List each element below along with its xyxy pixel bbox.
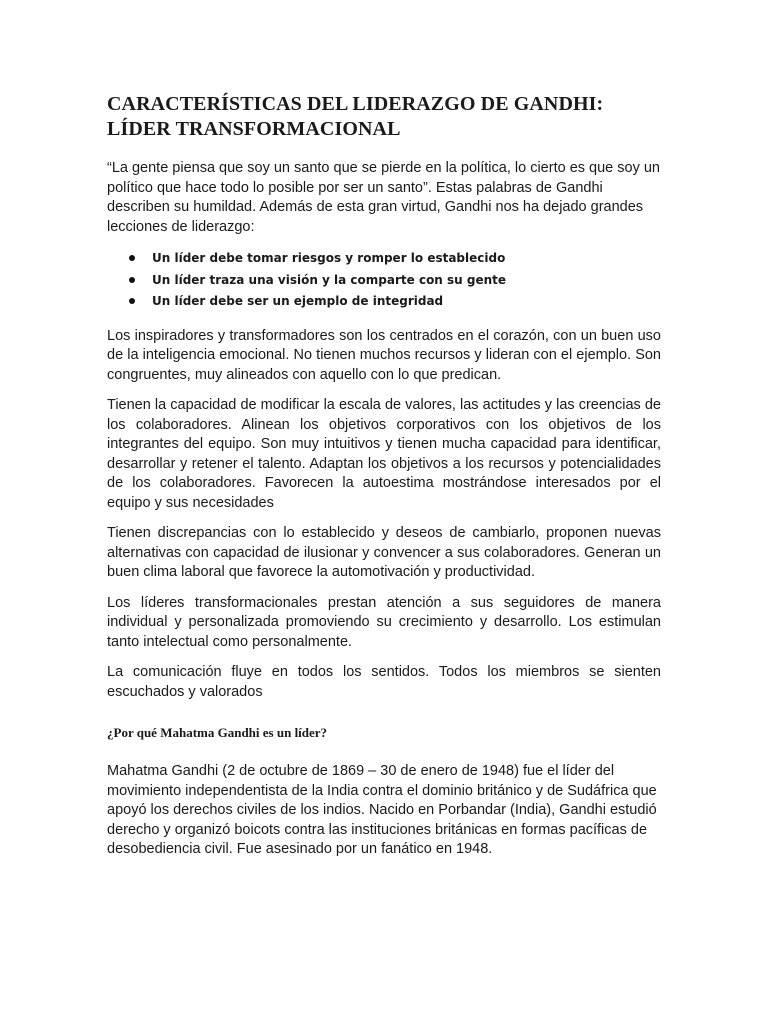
intro-paragraph: “La gente piensa que soy un santo que se pierde en la política, lo cierto es que soy un político que hace todo lo posible por ser un santo”. Estas palabras de Gandhi describen su humildad. Además de esta gran virtud, Gandhi nos ha dejado grandes lecciones de liderazgo: — [107, 160, 660, 235]
section-subheading: ¿Por qué Mahatma Gandhi es un líder? — [107, 725, 328, 740]
bullet-icon — [129, 255, 135, 261]
title-line-1: CARACTERÍSTICAS DEL LIDERAZGO DE GANDHI: — [107, 93, 604, 115]
bullet-icon — [129, 298, 135, 304]
document-page — [107, 92, 661, 871]
body-paragraph-5: La comunicación fluye en todos los sentidos. Todos los miembros se sienten escuchados y valorados — [107, 664, 661, 700]
body-paragraph-1: Los inspiradores y transformadores son los centrados en el corazón, con un buen uso de la inteligencia emocional. No tienen muchos recursos y lideran con el ejemplo. Son congruentes, muy alineados con aquello con lo que predican. — [107, 327, 661, 383]
list-item-text: Un líder debe ser un ejemplo de integridad — [152, 294, 444, 308]
list-item — [107, 291, 661, 313]
leadership-lessons-list — [107, 248, 661, 313]
list-item-text: Un líder debe tomar riesgos y romper lo establecido — [152, 251, 506, 265]
list-item-text: Un líder traza una visión y la comparte con su gente — [152, 272, 507, 287]
document-title — [107, 92, 661, 142]
body-paragraph-4: Los líderes transformacionales prestan atención a sus seguidores de manera individual y personalizada promoviendo su crecimiento y desarrollo. Los estimulan tanto intelectual como personalmente. — [107, 594, 661, 650]
list-item — [107, 270, 661, 292]
title-line-2: LÍDER TRANSFORMACIONAL — [107, 118, 401, 140]
body-paragraph-3: Tienen discrepancias con lo establecido y deseos de cambiarlo, proponen nuevas alternativas con capacidad de ilusionar y convencer a sus colaboradores. Generan un buen clima laboral que favorece la automotivación y productividad. — [107, 525, 661, 580]
bullet-icon — [129, 277, 135, 283]
list-item — [107, 248, 661, 270]
body-paragraph-2: Tienen la capacidad de modificar la escala de valores, las actitudes y las creencias de los colaboradores. Alinean los objetivos corporativos con los objetivos de los integrantes del equipo. Son muy intuitivos y tienen mucha capacidad para identificar, desarrollar y retener el talento. Adaptan los objetivos a los recursos y potencialidades de los colaboradores. Favorecen la autoestima mostrándose interesados por el equipo y sus necesidades — [107, 397, 661, 511]
biography-paragraph: Mahatma Gandhi (2 de octubre de 1869 – 30 de enero de 1948) fue el líder del movimiento independentista de la India contra el dominio británico y de Sudáfrica que apoyó los derechos civiles de los indios. Nacido en Porbandar (India), Gandhi estudió derecho y organizó boicots contra las instituciones británicas en formas pacíficas de desobediencia civil. Fue asesinado por un fanático en 1948. — [107, 763, 657, 857]
